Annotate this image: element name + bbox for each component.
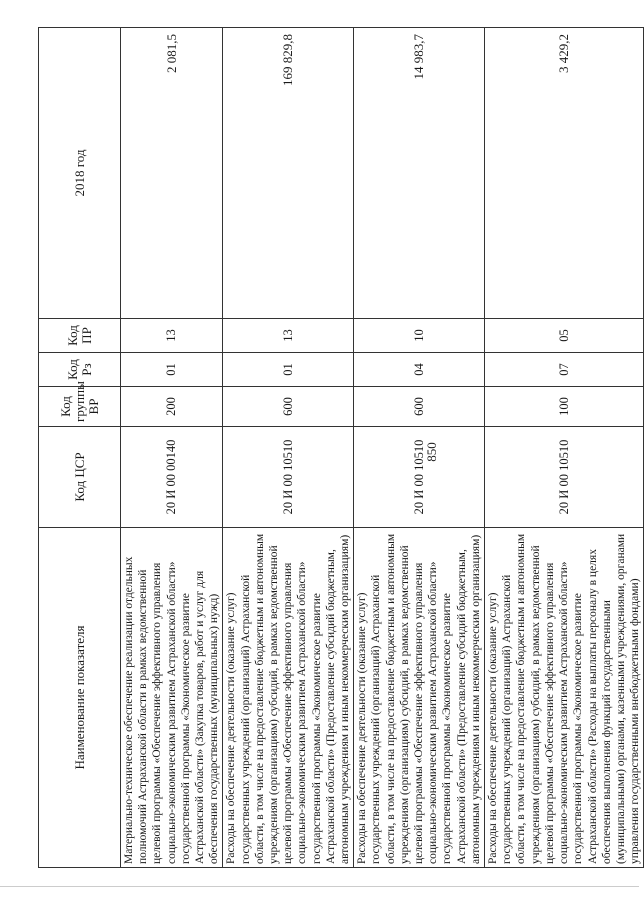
page-number: 850 — [424, 442, 439, 462]
header-csr: Код ЦСР — [39, 427, 121, 528]
row-vr: 100 — [485, 387, 644, 427]
row-amount: 2 081,5 — [121, 28, 223, 319]
row-name: Материально-техническое обеспечение реализации отдельных полномочий Астраханской области в рамках ведомственной целевой программы «Обеспечение эффективного управления социально-экономическим развитием Астраханской области» государственной программы «Экономическое развитие Астраханской области» (Закупка товаров, работ и услуг для обеспечения государственных (муниципальных) нужд) — [121, 528, 223, 868]
rotated-table-wrapper — [38, 28, 642, 868]
header-vr: Код группы ВР — [39, 387, 121, 427]
header-name: Наименование показателя — [39, 528, 121, 868]
row-amount: 3 429,2 — [485, 28, 644, 319]
row-amount: 169 829,8 — [223, 28, 354, 319]
bottom-rule — [0, 886, 639, 887]
row-rz: 01 — [121, 353, 223, 387]
row-vr: 600 — [354, 387, 485, 427]
budget-table — [38, 27, 644, 868]
row-vr: 200 — [121, 387, 223, 427]
row-rz: 01 — [223, 353, 354, 387]
row-pr: 10 — [354, 319, 485, 353]
row-name: Расходы на обеспечение деятельности (оказание услуг) государственных учреждений (организаций) Астраханской области, в том числе на предоставление бюджетным и автономным учреждениям (организациям) субсидий, в рамках ведомственной целевой программы «Обеспечение эффективного управления социально-экономическим развитием Астраханской области» государственной программы «Экономическое развитие Астраханской области» (Расходы на выплаты персоналу в целях обеспечения выполнения функций государственными (муниципальными) органами, казенными учреждениями, органами управления государственными внебюджетными фондами) — [485, 528, 644, 868]
row-pr: 13 — [223, 319, 354, 353]
row-name: Расходы на обеспечение деятельности (оказание услуг) государственных учреждений (организаций) Астраханской области, в том числе на предоставление бюджетным и автономным учреждениям (организациям) субсидий, в рамках ведомственной целевой программы «Обеспечение эффективного управления социально-экономическим развитием Астраханской области» государственной программы «Экономическое развитие Астраханской области» (Предоставление субсидий бюджетным, автономным учреждениям и иным некоммерческим организациям) — [354, 528, 485, 868]
header-row — [39, 28, 121, 868]
table-row — [223, 28, 354, 868]
table-row — [121, 28, 223, 868]
table-row — [354, 28, 485, 868]
header-rz: Код Рз — [39, 353, 121, 387]
row-name: Расходы на обеспечение деятельности (оказание услуг) государственных учреждений (организаций) Астраханской области, в том числе на предоставление бюджетным и автономным учреждениям (организациям) субсидий, в рамках ведомственной целевой программы «Обеспечение эффективного управления социально-экономическим развитием Астраханской области» государственной программы «Экономическое развитие Астраханской области» (Предоставление субсидий бюджетным, автономным учреждениям и иным некоммерческим организациям) — [223, 528, 354, 868]
row-vr: 600 — [223, 387, 354, 427]
row-rz: 07 — [485, 353, 644, 387]
row-csr: 20 И 00 10510 — [354, 427, 485, 528]
table-row — [485, 28, 644, 868]
row-csr: 20 И 00 00140 — [121, 427, 223, 528]
row-csr: 20 И 00 10510 — [223, 427, 354, 528]
row-rz: 04 — [354, 353, 485, 387]
header-pr: Код ПР — [39, 319, 121, 353]
row-pr: 05 — [485, 319, 644, 353]
row-pr: 13 — [121, 319, 223, 353]
header-year: 2018 год — [39, 28, 121, 319]
row-csr: 20 И 00 10510 — [485, 427, 644, 528]
row-amount: 14 983,7 — [354, 28, 485, 319]
